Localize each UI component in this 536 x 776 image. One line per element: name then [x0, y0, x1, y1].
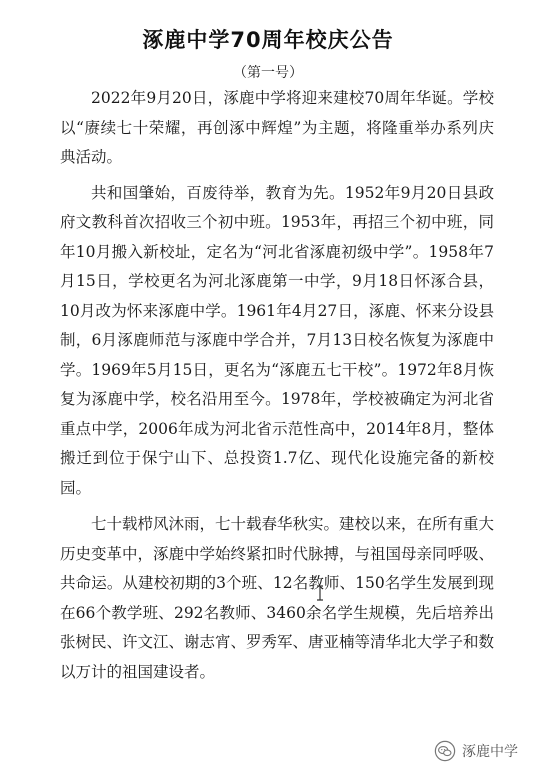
wechat-icon	[434, 740, 456, 762]
paragraph-3: 七十载栉风沐雨，七十载春华秋实。建校以来，在所有重大历史变革中，涿鹿中学始终紧扣时代脉搏，与祖国母亲同呼吸、共命运。从建校初期的3个班、12名教师、150名学生发展到现在66个教学班、292名教师、3460余名学生规模，先后培养出张树民、许文江、谢志宵、罗秀军、唐亚楠等清华北大学子和数以万计的祖国建设者。	[60, 515, 495, 681]
paragraph-2: 共和国肇始，百废待举，教育为先。1952年9月20日县政府文教科首次招收三个初中班。1953年，再招三个初中班，同年10月搬入新校址，定名为“河北省涿鹿初级中学”。1958年7月15日，学校更名为河北涿鹿第一中学，9月18日怀涿合县，10月改为怀来涿鹿中学。1961年4月27日，涿鹿、怀来分设县制，6月涿鹿师范与涿鹿中学合并，7月13日校名恢复为涿鹿中学。1969年5月15日，更名为“涿鹿五七干校”。1972年8月恢复为涿鹿中学，校名沿用至今。1978年，学校被确定为河北省重点中学，2006年成为河北省示范性高中，2014年8月，整体搬迁到位于保宁山下、总投资1.7亿、现代化设施完备的新校园。	[60, 183, 494, 497]
document-body	[60, 84, 494, 693]
page-title: 涿鹿中学70周年校庆公告	[142, 28, 394, 52]
page-subtitle: （第一号）	[233, 65, 303, 81]
text-cursor-icon	[316, 585, 324, 601]
paragraph-1: 2022年9月20日，涿鹿中学将迎来建校70周年华诞。学校以“赓续七十荣耀，再创涿中辉煌”为主题，将隆重举办系列庆典活动。	[60, 89, 494, 166]
account-watermark	[434, 740, 518, 762]
watermark-text: 涿鹿中学	[462, 744, 518, 760]
